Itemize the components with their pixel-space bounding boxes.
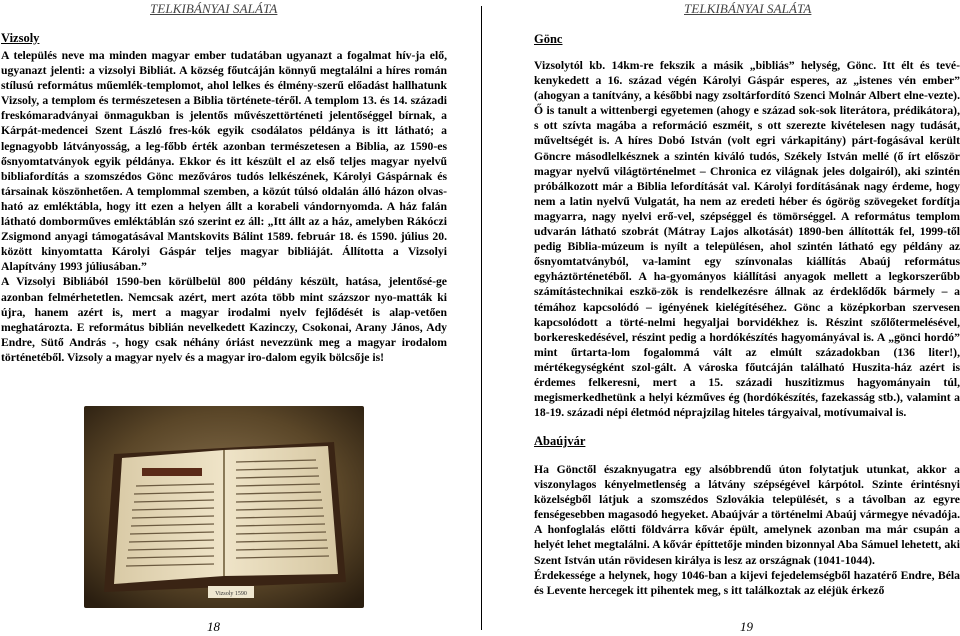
page-number-left: 18 xyxy=(207,619,220,634)
section-title-gonc: Gönc xyxy=(534,32,563,46)
running-head-left: TELKIBÁNYAI SALÁTA xyxy=(150,1,278,16)
left-page xyxy=(0,0,448,636)
left-body-text xyxy=(1,48,447,365)
paragraph: A Vizsolyi Bibliából 1590-ben körülbelül 800 példány készült, hatása, jelentősé-ge azonban felmérhetetlen. Nemcsak azért, mert azóta több mint százszor nyo-matták ki újra, hanem azért is, mert a magyar irodalmi nyelv fejlődését is alap-vetően meghatározta. E református biblián nevelkedett Kazinczy, Csokonai, Arany János, Ady Endre, Sütő András -, hogy csak néhány óriást nevezzünk meg a magyar irodalom történetéből. Vizsoly a magyar nyelv és a magyar iro-dalom egyik bölcsője is! xyxy=(1,275,447,364)
bible-photo xyxy=(84,406,364,608)
paragraph: Ha Gönctől északnyugatra egy alsóbbrendű úton folytatjuk utunkat, akkor a viszonylagos kényelmetlenség a látvány szépségével kárpótol. Szinte érintésnyi közelségből látjuk a szomszédos Szlovákia települését, s a távolban az egyre fenségesebben magasodó hegyeket. Abaújvár a történelmi Abaúj vármegye névadója. A honfoglalás előtti földvárra kővár épült, amelynek azonban ma már csupán a helyét lehet megtalálni. A kővár építtetője minden bizonnyal Aba Sámuel lehetett, aki Szent István után rövidesen királya is lesz az országnak (1041-1044). xyxy=(534,463,960,567)
running-head-right: TELKIBÁNYAI SALÁTA xyxy=(684,1,812,16)
section-title-vizsoly: Vizsoly xyxy=(1,31,40,45)
paragraph: A település neve ma minden magyar ember tudatában ugyanazt a fogalmat hív-ja elő, ugyanazt jelenti: a vizsolyi Bibliát. A község főutcáján könnyű megtalálni a híres román stílusú református műemlék-templomot, ahol lelkes és élmény-szerű előadást hallhatunk Vizsoly, a templom és természetesen a Biblia története-téről. A templom 13. és 14. századi freskómaradványai önmagukban is jelentős művészettörténeti jelentőséggel bírnak, a Kárpát-medencei Szent László fres-kók egyik csodálatos példánya is itt látható; a legnagyobb látványosság, a leg-főbb érték azonban természetesen a Biblia, az 1590-es ősnyomtatványok egyik példánya. Ekkor és itt készült el az első teljes magyar nyelvű bibliafordítás a szomszédos Gönc mezőváros tudós lelkészének, Károlyi Gáspárnak és társainak köszönhetően. A templommal szemben, a közút túlsó oldalán álló házon olvas-ható az emléktábla, hogy itt ezen a helyen állt a korabeli vándornyomda. A ház falán látható domborműves emléktáblán szó szerint ez áll: „Itt állt az a ház, amelyben Rákóczi Zsigmond anyagi támogatásával Mantskovits Bálint 1589. február 18. és 1590. július 20. között kinyomtatta Károlyi Gáspár teljes magyar bibliáját. Állította a Vizsolyi Alapítvány 1993 júliusában.” xyxy=(1,49,447,274)
page-divider xyxy=(481,6,482,630)
right-body-text-1 xyxy=(534,58,960,420)
paragraph: Vizsolytól kb. 14km-re fekszik a másik „bibliás” helység, Gönc. Itt élt és tevé-kenykedett a 16. század végén Károlyi Gáspár esperes, az „istenes vén ember” (ahogyan a tanítvány, a későbbi nagy zsoltárfordító Szenci Molnár Albert elne-vezte). Ő is tanult a wittenbergi egyetemen (ahogy e század sok-sok literátora, prédikátora), s ott szívta magába a reformáció eszméit, s ott szerezte kivételesen nagy tudását, műveltségét is. A híres Dobó István (volt egri várkapitány) párt-fogásával került Göncre másodlelkésznek a szintén kiváló tudós, Székely István mellé (ő írt először magyar nyelvű világtörténelmet – Chronica ez világnak jeles dolgairól), aki szintén próbálkozott már a Biblia lefordítását val. Károlyi fordításának nagy érdeme, hogy nem a latin nyelvű Vulgatát, ha nem az eredeti héber és ógörög szövegeket fordítja magyarra, nagy nyelvi erő-vel, szépséggel és tömörséggel. A református templom udvarán látható szobrát (Mátray Lajos alkotását) 1890-ben állították fel, 1999-től pedig Biblia-múzeum is nyílt a településen, ahol szintén látható egy példány az ősnyomtatványból, va-lamint egy színvonalas kiállítás Abaúj református egyháztörténetéből. A ha-gyományos kiállítási anyagok mellett a legkorszerűbb számítástechnikai eszkö-zök is rendelkezésre állnak az érdeklődők bármely – a témához kapcsolódó – igényének kielégítéséhez. Gönc a középkorban szervesen kapcsolódott a törté-nelmi hegyaljai borvidékhez is. Részint szőlőtermelésével, borkereskedésével, részint pedig a hordókészítés hagyományával is. A „gönci hordó” mint űrtarta-lom fogalommá vált az elmúlt századokban (136 liter!), mértékegységként szol-gált. A városka főutcáján található Huszita-ház azért is érdemes felkeresni, mert a 15. századi huszitizmus hagyományain túl, megismerkedhetünk a helyi kézműves ég (hordókészítés, fazekasság stb.), valamint a 18-19. századi népi életmód néprajzilag hiteles tárgyaival, motívumaival is. xyxy=(534,59,960,420)
paragraph: Érdekessége a helynek, hogy 1046-ban a kijevi fejedelemségből hazatérő Endre, Béla és Levente hercegek itt pihentek meg, s itt találkoztak az eléjük érkező xyxy=(534,568,960,597)
right-page xyxy=(534,0,960,636)
page-number-right: 19 xyxy=(740,619,753,634)
photo-caption: Vizsoly 1590 xyxy=(215,591,247,597)
section-title-abaujvar: Abaújvár xyxy=(534,434,586,448)
right-body-text-2 xyxy=(534,462,960,598)
